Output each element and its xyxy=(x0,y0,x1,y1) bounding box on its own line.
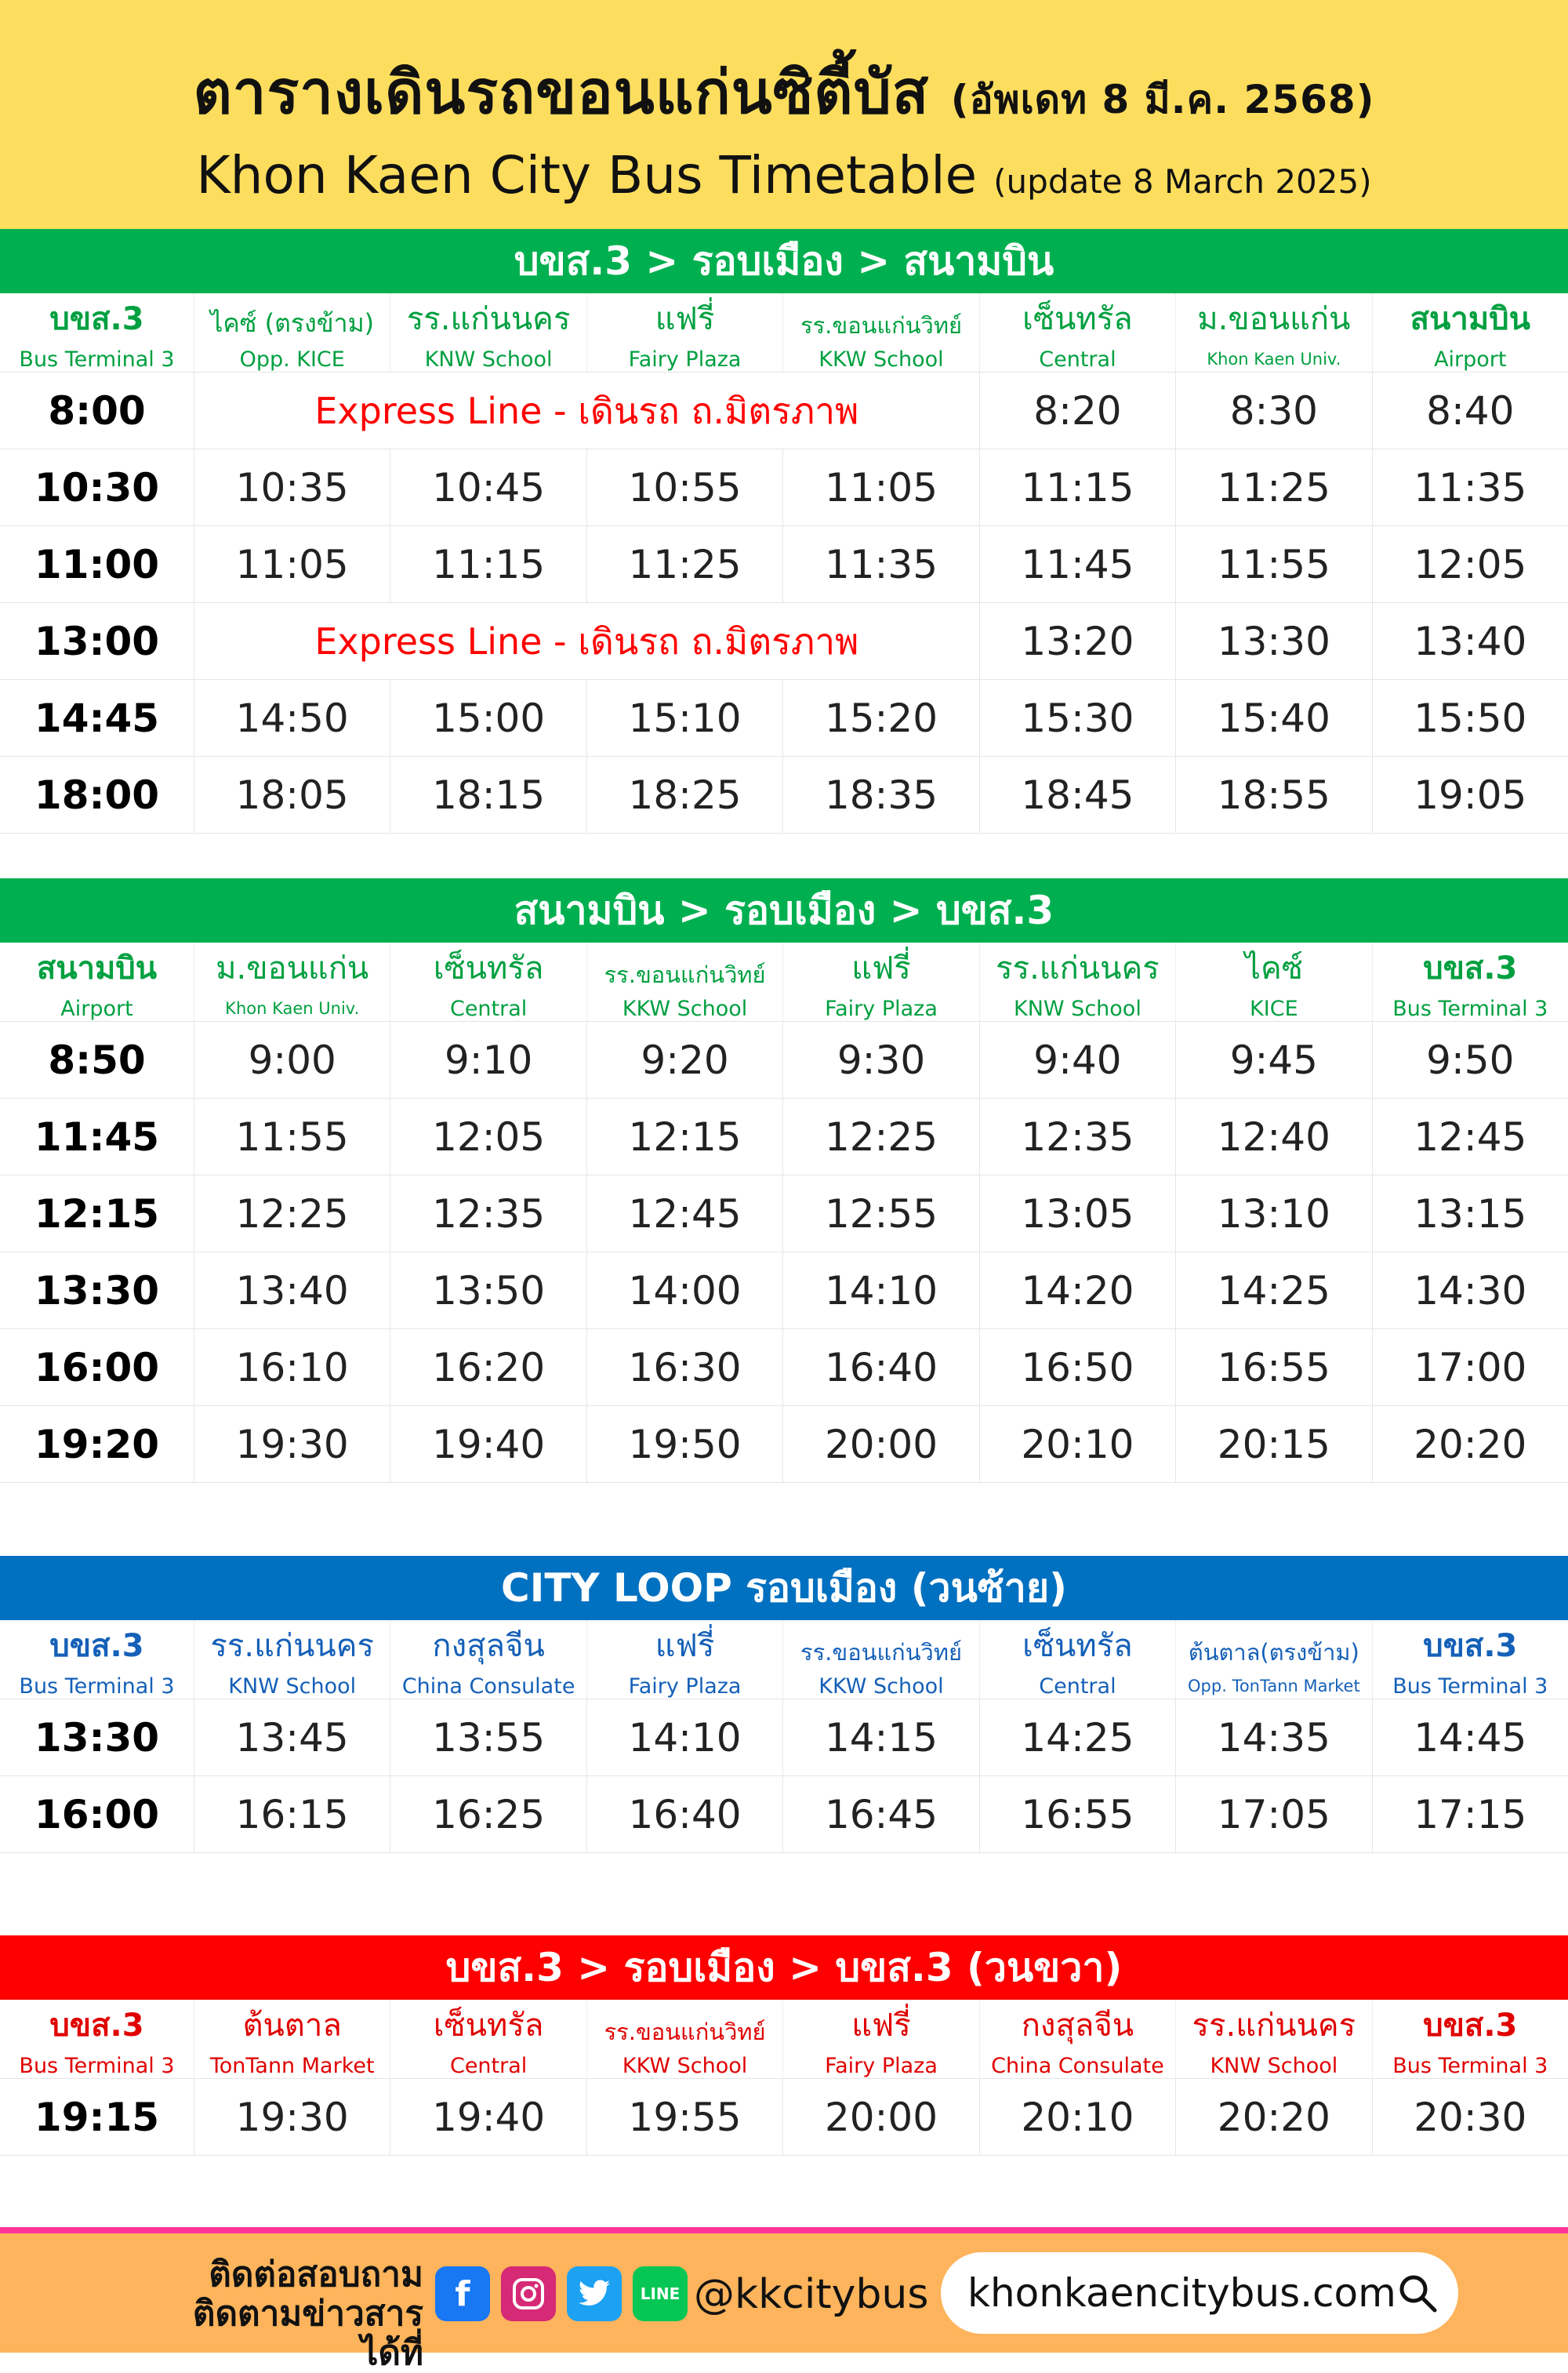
stop-name-thai: แฟรี่ xyxy=(586,1620,782,1673)
express-line-note: Express Line - เดินรถ ถ.มิตรภาพ xyxy=(194,603,979,680)
search-icon xyxy=(1397,2273,1438,2313)
stop-time: 13:55 xyxy=(390,1699,586,1776)
stop-time: 20:15 xyxy=(1175,1406,1371,1483)
stop-time: 17:15 xyxy=(1372,1776,1568,1853)
stop-time: 19:05 xyxy=(1372,757,1568,834)
title-thai xyxy=(0,45,1568,140)
departure-time: 8:00 xyxy=(0,372,194,449)
website-link[interactable] xyxy=(941,2252,1458,2334)
stop-time: 14:10 xyxy=(782,1252,978,1329)
stop-name-english: Bus Terminal 3 xyxy=(1372,2053,1568,2079)
stop-name-thai: รร.ขอนแก่นวิทย์ xyxy=(586,2000,782,2053)
stop-name-english: KNW School xyxy=(194,1673,390,1699)
stop-time: 20:00 xyxy=(782,1406,978,1483)
stop-name-english: KKW School xyxy=(586,2053,782,2079)
stop-time: 12:05 xyxy=(1372,526,1568,603)
contact-line-2: ติดตามข่าวสารได้ที่ xyxy=(192,2294,423,2373)
stop-time: 14:50 xyxy=(194,680,390,757)
stop-time: 9:40 xyxy=(979,1022,1175,1099)
title-thai-text: ตารางเดินรถขอนแก่นซิตี้บัส xyxy=(193,57,930,127)
stop-time: 18:15 xyxy=(390,757,586,834)
stop-name-thai: บขส.3 xyxy=(1372,1620,1568,1673)
stop-time: 11:25 xyxy=(586,526,782,603)
stop-time: 8:40 xyxy=(1372,372,1568,449)
stop-time: 11:05 xyxy=(782,449,978,526)
stop-name-thai: ไคซ์ xyxy=(1175,943,1371,996)
stop-name-english: Central xyxy=(390,996,586,1022)
stop-name-english: KNW School xyxy=(390,347,586,372)
stop-time: 20:20 xyxy=(1372,1406,1568,1483)
stop-name-english: TonTann Market xyxy=(194,2053,390,2079)
stop-time: 14:30 xyxy=(1372,1252,1568,1329)
stop-time: 13:45 xyxy=(194,1699,390,1776)
stop-time: 19:30 xyxy=(194,2079,390,2156)
stop-time: 16:25 xyxy=(390,1776,586,1853)
stop-time: 19:30 xyxy=(194,1406,390,1483)
stop-name-english: Airport xyxy=(0,996,194,1022)
update-thai: (อัพเดท 8 มี.ค. 2568) xyxy=(950,77,1375,122)
stop-time: 16:55 xyxy=(1175,1329,1371,1406)
departure-time: 16:00 xyxy=(0,1329,194,1406)
stop-time: 12:25 xyxy=(782,1099,978,1176)
departure-time: 13:30 xyxy=(0,1699,194,1776)
stop-name-english: Central xyxy=(979,1673,1175,1699)
stop-name-thai: รร.แก่นนคร xyxy=(1175,2000,1371,2053)
stop-time: 9:00 xyxy=(194,1022,390,1099)
stop-time: 15:00 xyxy=(390,680,586,757)
stop-name-english: Central xyxy=(390,2053,586,2079)
stop-time: 12:45 xyxy=(586,1176,782,1252)
stop-name-english: KKW School xyxy=(782,1673,978,1699)
timetable-grid xyxy=(0,293,1568,834)
stop-time: 19:40 xyxy=(390,2079,586,2156)
stop-time: 10:45 xyxy=(390,449,586,526)
timetable-grid xyxy=(0,943,1568,1483)
stop-name-thai: สนามบิน xyxy=(36,950,158,987)
stop-time: 13:10 xyxy=(1175,1176,1371,1252)
stop-time: 10:35 xyxy=(194,449,390,526)
stop-time: 11:25 xyxy=(1175,449,1371,526)
stop-time: 10:55 xyxy=(586,449,782,526)
stop-time: 15:10 xyxy=(586,680,782,757)
timetable-grid xyxy=(0,2000,1568,2156)
update-english: (update 8 March 2025) xyxy=(993,162,1372,201)
title-english xyxy=(0,145,1568,205)
stop-time: 16:55 xyxy=(979,1776,1175,1853)
stop-name-english: Opp. TonTann Market xyxy=(1175,1673,1371,1699)
stop-time: 14:35 xyxy=(1175,1699,1371,1776)
stop-time: 9:50 xyxy=(1372,1022,1568,1099)
stop-name-thai: ม.ขอนแก่น xyxy=(1175,293,1371,347)
stop-name-english: Opp. KICE xyxy=(194,347,390,372)
departure-time: 13:00 xyxy=(0,603,194,680)
stop-time: 11:35 xyxy=(782,526,978,603)
departure-time: 12:15 xyxy=(0,1176,194,1252)
stop-time: 16:30 xyxy=(586,1329,782,1406)
stop-name-thai: รร.แก่นนคร xyxy=(390,293,586,347)
stop-time: 16:45 xyxy=(782,1776,978,1853)
express-line-note: Express Line - เดินรถ ถ.มิตรภาพ xyxy=(194,372,979,449)
stop-name-english: Bus Terminal 3 xyxy=(1372,996,1568,1022)
stop-time: 20:20 xyxy=(1175,2079,1371,2156)
section-airport-to-terminal xyxy=(0,878,1568,1483)
departure-time: 13:30 xyxy=(0,1252,194,1329)
stop-time: 15:50 xyxy=(1372,680,1568,757)
stop-time: 13:15 xyxy=(1372,1176,1568,1252)
stop-time: 17:00 xyxy=(1372,1329,1568,1406)
stop-time: 17:05 xyxy=(1175,1776,1371,1853)
contact-text xyxy=(157,2255,423,2373)
stop-name-thai: รร.ขอนแก่นวิทย์ xyxy=(586,943,782,996)
stop-name-english: Bus Terminal 3 xyxy=(0,2053,194,2079)
stop-time: 18:45 xyxy=(979,757,1175,834)
stop-name-english: Khon Kaen Univ. xyxy=(1175,347,1371,372)
departure-time: 14:45 xyxy=(0,680,194,757)
stop-name-english: KNW School xyxy=(979,996,1175,1022)
page-footer xyxy=(0,2233,1568,2373)
stop-time: 15:20 xyxy=(782,680,978,757)
stop-name-thai: เซ็นทรัล xyxy=(979,293,1175,347)
departure-time: 11:00 xyxy=(0,526,194,603)
stop-time: 18:25 xyxy=(586,757,782,834)
stop-name-english: KNW School xyxy=(1175,2053,1371,2079)
stop-name-thai: กงสุลจีน xyxy=(390,1620,586,1673)
timetable-grid xyxy=(0,1620,1568,1853)
stop-name-english: China Consulate xyxy=(390,1673,586,1699)
stop-name-english: Bus Terminal 3 xyxy=(1372,1673,1568,1699)
stop-name-thai: บขส.3 xyxy=(1372,2000,1568,2053)
stop-time: 9:10 xyxy=(390,1022,586,1099)
stop-time: 11:05 xyxy=(194,526,390,603)
stop-time: 12:40 xyxy=(1175,1099,1371,1176)
stop-time: 13:20 xyxy=(979,603,1175,680)
stop-name-thai: บขส.3 xyxy=(1372,943,1568,996)
stop-name-english: China Consulate xyxy=(979,2053,1175,2079)
stop-time: 11:15 xyxy=(390,526,586,603)
stop-name-thai: แฟรี่ xyxy=(782,2000,978,2053)
stop-time: 11:55 xyxy=(194,1099,390,1176)
stop-name-thai: แฟรี่ xyxy=(586,293,782,347)
stop-time: 12:45 xyxy=(1372,1099,1568,1176)
page-header xyxy=(0,0,1568,229)
stop-time: 18:05 xyxy=(194,757,390,834)
stop-name-english: Fairy Plaza xyxy=(782,2053,978,2079)
stop-time: 16:10 xyxy=(194,1329,390,1406)
stop-time: 14:25 xyxy=(1175,1252,1371,1329)
section-title: บขส.3 > รอบเมือง > บขส.3 (วนขวา) xyxy=(0,1935,1568,2000)
stop-time: 12:25 xyxy=(194,1176,390,1252)
stop-time: 13:50 xyxy=(390,1252,586,1329)
stop-name-english: Khon Kaen Univ. xyxy=(194,996,390,1022)
stop-time: 14:45 xyxy=(1372,1699,1568,1776)
section-title: บขส.3 > รอบเมือง > สนามบิน xyxy=(0,229,1568,293)
stop-time: 14:00 xyxy=(586,1252,782,1329)
departure-time: 16:00 xyxy=(0,1776,194,1853)
stop-name-thai: เซ็นทรัล xyxy=(979,1620,1175,1673)
stop-name-thai: ม.ขอนแก่น xyxy=(194,943,390,996)
stop-name-english: Airport xyxy=(1372,347,1568,372)
stop-name-thai: กงสุลจีน xyxy=(979,2000,1175,2053)
stop-name-english: KICE xyxy=(1175,996,1371,1022)
stop-time: 11:15 xyxy=(979,449,1175,526)
instagram-icon[interactable] xyxy=(501,2266,556,2321)
departure-time: 10:30 xyxy=(0,449,194,526)
stop-time: 19:55 xyxy=(586,2079,782,2156)
section-city-loop-left xyxy=(0,1556,1568,1853)
stop-time: 18:55 xyxy=(1175,757,1371,834)
stop-name-thai: เซ็นทรัล xyxy=(390,943,586,996)
stop-name-english: Fairy Plaza xyxy=(782,996,978,1022)
social-links xyxy=(435,2266,688,2321)
stop-name-thai: บขส.3 xyxy=(49,2008,144,2044)
stop-time: 9:20 xyxy=(586,1022,782,1099)
stop-name-thai: แฟรี่ xyxy=(782,943,978,996)
stop-time: 14:10 xyxy=(586,1699,782,1776)
twitter-icon[interactable] xyxy=(567,2266,622,2321)
stop-time: 12:55 xyxy=(782,1176,978,1252)
stop-time: 14:20 xyxy=(979,1252,1175,1329)
stop-time: 14:25 xyxy=(979,1699,1175,1776)
stop-time: 9:45 xyxy=(1175,1022,1371,1099)
stop-time: 20:10 xyxy=(979,2079,1175,2156)
website-url: khonkaencitybus.com xyxy=(967,2270,1396,2316)
departure-time: 19:20 xyxy=(0,1406,194,1483)
stop-time: 8:20 xyxy=(979,372,1175,449)
stop-name-english: Bus Terminal 3 xyxy=(0,1673,194,1699)
departure-time: 8:50 xyxy=(0,1022,194,1099)
stop-time: 19:40 xyxy=(390,1406,586,1483)
stop-time: 16:50 xyxy=(979,1329,1175,1406)
stop-time: 12:35 xyxy=(979,1099,1175,1176)
stop-time: 13:05 xyxy=(979,1176,1175,1252)
section-title: สนามบิน > รอบเมือง > บขส.3 xyxy=(0,878,1568,943)
stop-time: 16:15 xyxy=(194,1776,390,1853)
stop-time: 15:40 xyxy=(1175,680,1371,757)
stop-time: 11:55 xyxy=(1175,526,1371,603)
stop-name-thai: เซ็นทรัล xyxy=(390,2000,586,2053)
stop-name-thai: รร.แก่นนคร xyxy=(979,943,1175,996)
stop-time: 20:00 xyxy=(782,2079,978,2156)
stop-time: 12:35 xyxy=(390,1176,586,1252)
departure-time: 19:15 xyxy=(0,2079,194,2156)
stop-time: 12:05 xyxy=(390,1099,586,1176)
stop-time: 15:30 xyxy=(979,680,1175,757)
contact-line-1: ติดต่อสอบถาม xyxy=(209,2255,423,2295)
stop-time: 13:40 xyxy=(1372,603,1568,680)
stop-name-thai: ต้นตาล xyxy=(194,2000,390,2053)
stop-time: 19:50 xyxy=(586,1406,782,1483)
facebook-icon[interactable]: f xyxy=(435,2266,490,2321)
stop-name-english: Fairy Plaza xyxy=(586,347,782,372)
stop-time: 13:40 xyxy=(194,1252,390,1329)
stop-time: 16:40 xyxy=(586,1776,782,1853)
stop-name-english: KKW School xyxy=(782,347,978,372)
section-title: CITY LOOP รอบเมือง (วนซ้าย) xyxy=(0,1556,1568,1620)
stop-time: 8:30 xyxy=(1175,372,1371,449)
section-city-loop-right xyxy=(0,1935,1568,2156)
stop-name-thai: บขส.3 xyxy=(49,1628,144,1664)
stop-time: 14:15 xyxy=(782,1699,978,1776)
stop-time: 18:35 xyxy=(782,757,978,834)
line-icon[interactable] xyxy=(633,2266,688,2321)
stop-name-thai: บขส.3 xyxy=(49,301,144,337)
stop-name-thai: สนามบิน xyxy=(1372,293,1568,347)
stop-time: 12:15 xyxy=(586,1099,782,1176)
stop-name-thai: ต้นตาล(ตรงข้าม) xyxy=(1175,1620,1371,1673)
line-icon-label: LINE xyxy=(640,2284,681,2303)
stop-time: 16:20 xyxy=(390,1329,586,1406)
departure-time: 11:45 xyxy=(0,1099,194,1176)
stop-time: 20:30 xyxy=(1372,2079,1568,2156)
section-terminal-to-airport xyxy=(0,229,1568,834)
stop-name-thai: รร.ขอนแก่นวิทย์ xyxy=(782,293,978,347)
stop-name-english: Central xyxy=(979,347,1175,372)
stop-time: 9:30 xyxy=(782,1022,978,1099)
stop-time: 11:35 xyxy=(1372,449,1568,526)
stop-name-thai: รร.แก่นนคร xyxy=(194,1620,390,1673)
social-handle: @kkcitybus xyxy=(694,2271,929,2318)
stop-name-english: KKW School xyxy=(586,996,782,1022)
stop-time: 13:30 xyxy=(1175,603,1371,680)
stop-name-english: Bus Terminal 3 xyxy=(0,347,194,372)
stop-name-thai: รร.ขอนแก่นวิทย์ xyxy=(782,1620,978,1673)
stop-time: 20:10 xyxy=(979,1406,1175,1483)
title-english-text: Khon Kaen City Bus Timetable xyxy=(196,145,978,205)
stop-time: 11:45 xyxy=(979,526,1175,603)
stop-time: 16:40 xyxy=(782,1329,978,1406)
stop-name-english: Fairy Plaza xyxy=(586,1673,782,1699)
departure-time: 18:00 xyxy=(0,757,194,834)
stop-name-thai: ไคซ์ (ตรงข้าม) xyxy=(194,293,390,347)
footer-divider xyxy=(0,2227,1568,2233)
